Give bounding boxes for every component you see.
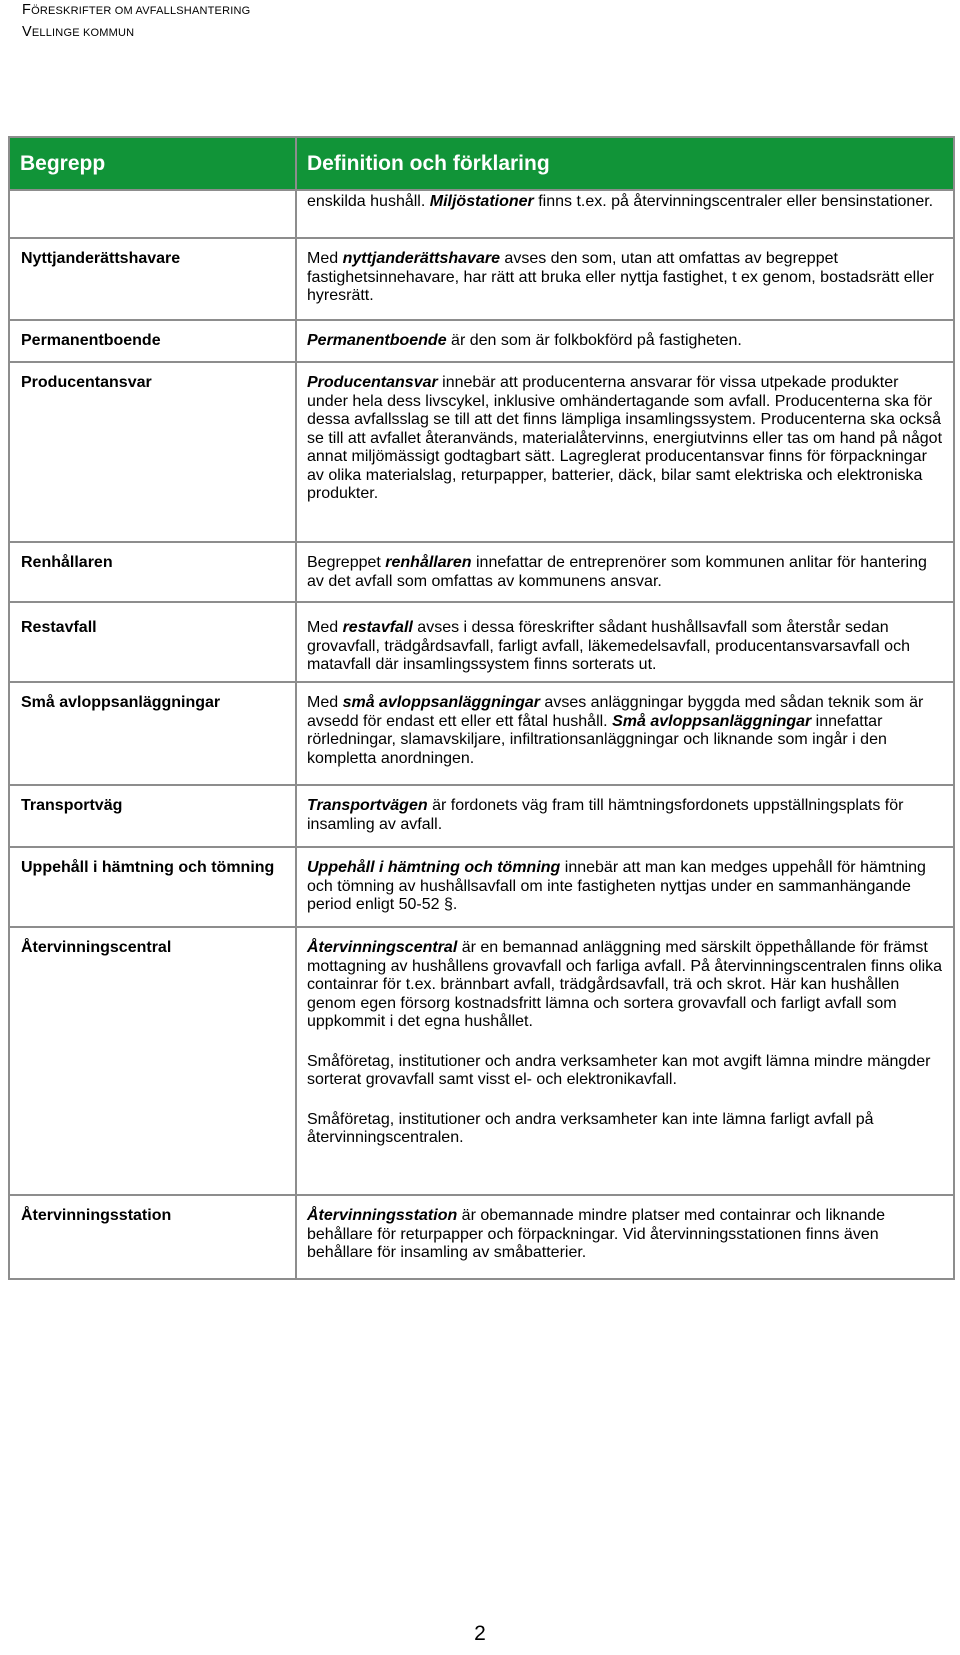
table-row [9,542,954,602]
definition-cell: Producentansvar innebär att producenterna ansvarar för vissa utpekade produkter under hela dess livscykel, inklusive omhändertagande som avfall. Producenterna ska för dessa avfallsslag se till att det finns lämpliga insamlingssystem. Producenterna ska också se till att avfallet återanvänds, materialåtervinns, energiutvinns eller tas om hand på något annat miljömässigt godtagbart sätt. Lagreglerat producentansvar finns för förpackningar av olika materialslag, returpapper, batterier, däck, bilar samt elektriska och elektroniska produkter. [296,362,954,542]
table-row [9,320,954,362]
term-cell: Transportväg [9,785,296,847]
definition-paragraph: Småföretag, institutioner och andra verksamheter kan inte lämna farligt avfall på återvinningscentralen. [307,1110,874,1146]
term-cell-empty [9,190,296,238]
page-number: 2 [474,1622,486,1645]
term-cell: Renhållaren [9,542,296,602]
definition-cell: Begreppet renhållaren innefattar de entreprenörer som kommunen anlitar för hantering av det avfall som omfattas av kommunens ansvar. [296,542,954,602]
table-row [9,682,954,785]
table-row [9,927,954,1195]
term-cell: Återvinningsstation [9,1195,296,1279]
table-row-continuation [9,190,954,238]
term-cell: Uppehåll i hämtning och tömning [9,847,296,927]
definition-cell: Återvinningsstation är obemannade mindre platser med containrar och liknande behållare för returpapper och förpackningar. Vid återvinningsstationen finns även behållare för insamling av småbatterier. [296,1195,954,1279]
definitions-table [8,136,955,1280]
definition-paragraph: Småföretag, institutioner och andra verksamheter kan mot avgift lämna mindre mängder sorterat grovavfall samt visst el- och elektronikavfall. [307,1052,931,1088]
table-header-row [9,137,954,190]
column-header-definition: Definition och förklaring [296,137,954,190]
definition-cell: Med nyttjanderättshavare avses den som, utan att omfattas av begreppet fastighetsinnehavare, har rätt att bruka eller nyttja fastighet, t ex genom, bostadsrätt eller hyresrätt. [296,238,954,320]
table-row [9,238,954,320]
term-cell: Permanentboende [9,320,296,362]
table-row [9,1195,954,1279]
definition-cell: Med små avloppsanläggningar avses anläggningar byggda med sådan teknik som är avsedd för endast ett eller ett fåtal hushåll. Små avloppsanläggningar innefattar rörledningar, slamavskiljare, infiltrationsanläggningar och liknande som ingår i den kompletta anordningen. [296,682,954,785]
definition-cell: Permanentboende är den som är folkbokförd på fastigheten. [296,320,954,362]
definition-cell [296,927,954,1195]
definition-paragraph: Återvinningscentral är en bemannad anläggning med särskilt öppethållande för främst mottagning av hushållens grovavfall och farliga avfall. På återvinningscentralen finns olika containrar för t.ex. brännbart avfall, trädgårdsavfall, trä och skrot. Här kan hushållen genom egen försorg kostnadsfritt lämna och sortera grovavfall och farligt avfall som uppkommit i det egna hushållet. [307,939,943,1030]
term-cell: Nyttjanderättshavare [9,238,296,320]
definition-cell: Med restavfall avses i dessa föreskrifter sådant hushållsavfall som återstår sedan grovavfall, trädgårdsavfall, farligt avfall, läkemedelsavfall, producentansvarsavfall och matavfall där insamlingssystem finns sorterats ut. [296,602,954,682]
table-row [9,785,954,847]
term-cell: Restavfall [9,602,296,682]
definition-cell: enskilda hushåll. Miljöstationer finns t.ex. på återvinningscentraler eller bensinstationer. [296,190,954,238]
term-cell: Återvinningscentral [9,927,296,1195]
municipality-name: VELLINGE KOMMUN [22,24,135,40]
table-row [9,602,954,682]
term-cell: Små avloppsanläggningar [9,682,296,785]
document-title: FÖRESKRIFTER OM AVFALLSHANTERING [22,2,251,18]
term-cell: Producentansvar [9,362,296,542]
column-header-term: Begrepp [9,137,296,190]
definition-cell: Uppehåll i hämtning och tömning innebär att man kan medges uppehåll för hämtning och tömning av hushållsavfall om inte fastigheten nyttjas under en sammanhängande period enligt 50-52 §. [296,847,954,927]
definition-cell: Transportvägen är fordonets väg fram till hämtningsfordonets uppställningsplats för insamling av avfall. [296,785,954,847]
table-row [9,847,954,927]
page-header [22,0,250,44]
table-row [9,362,954,542]
